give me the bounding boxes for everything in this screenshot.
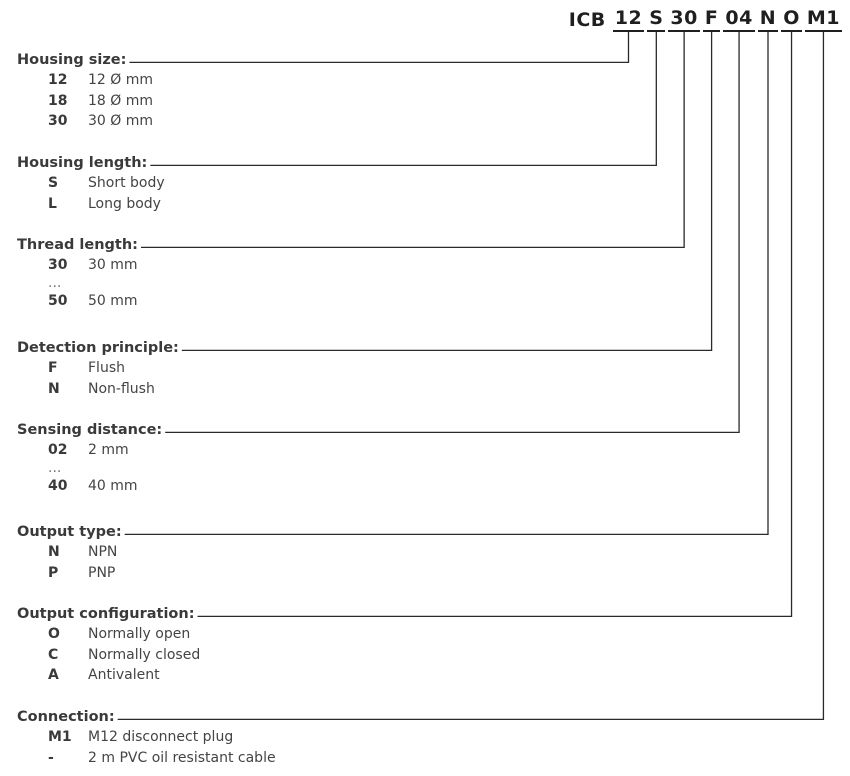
option-desc: Antivalent — [88, 667, 160, 683]
code-segment-thread-length: 30 — [668, 7, 699, 32]
connector-line — [129, 32, 628, 62]
option-desc: Short body — [88, 175, 165, 191]
code-segment-detection-principle: F — [703, 7, 720, 32]
option-desc: M12 disconnect plug — [88, 729, 234, 745]
section-title: Thread length: — [17, 237, 138, 253]
option-desc: 12 Ø mm — [88, 72, 154, 88]
option-code: M1 — [48, 729, 72, 745]
section-title: Housing length: — [17, 155, 148, 171]
option-code: ... — [48, 459, 62, 476]
option-code: L — [48, 195, 57, 212]
option-code: C — [48, 646, 59, 663]
connector-line — [165, 32, 739, 432]
connector-line — [150, 32, 656, 165]
option-code: F — [48, 360, 58, 376]
connector-line — [182, 32, 712, 350]
option-desc: Non-flush — [88, 380, 155, 397]
code-segment-housing-length: S — [647, 7, 665, 32]
option-code: S — [48, 175, 59, 191]
option-code: 12 — [48, 72, 68, 88]
option-desc: 2 m PVC oil resistant cable — [88, 749, 276, 766]
code-segment-housing-size: 12 — [613, 7, 644, 32]
option-desc: 18 Ø mm — [88, 92, 154, 109]
section-title: Sensing distance: — [17, 422, 163, 438]
option-desc: Normally closed — [88, 646, 201, 663]
option-desc: 2 mm — [88, 442, 129, 458]
option-desc: PNP — [88, 564, 116, 581]
code-prefix: ICB — [568, 9, 606, 31]
option-code: N — [48, 380, 60, 397]
section-title: Output type: — [17, 524, 122, 540]
option-code: N — [48, 544, 60, 560]
section-title: Output configuration: — [17, 606, 195, 622]
option-desc: 40 mm — [88, 477, 138, 494]
option-code: P — [48, 564, 59, 581]
code-segment-output-configuration: O — [781, 7, 802, 32]
option-desc: Normally open — [88, 626, 191, 642]
option-code: O — [48, 626, 60, 642]
option-desc: 50 mm — [88, 292, 138, 309]
connector-line — [198, 32, 792, 616]
connector-line — [125, 32, 768, 534]
connector-line — [141, 32, 684, 247]
section-title: Detection principle: — [17, 340, 179, 356]
option-code: 30 — [48, 113, 68, 129]
option-desc: 30 Ø mm — [88, 113, 154, 129]
option-desc: NPN — [88, 544, 118, 560]
option-code: 02 — [48, 442, 68, 458]
code-segment-sensing-distance: 04 — [723, 7, 754, 32]
section-title: Housing size: — [17, 52, 127, 68]
option-desc: 30 mm — [88, 257, 138, 273]
section-title: Connection: — [17, 709, 115, 725]
option-code: A — [48, 667, 59, 683]
option-code: - — [48, 749, 54, 766]
option-code: 40 — [48, 477, 68, 494]
option-code: 18 — [48, 92, 68, 109]
option-desc: Long body — [88, 195, 161, 212]
option-code: ... — [48, 274, 62, 291]
code-segment-output-type: N — [758, 7, 778, 32]
option-code: 50 — [48, 292, 68, 309]
option-code: 30 — [48, 257, 68, 273]
code-segment-connection: M1 — [805, 7, 842, 32]
option-desc: Flush — [88, 360, 125, 376]
